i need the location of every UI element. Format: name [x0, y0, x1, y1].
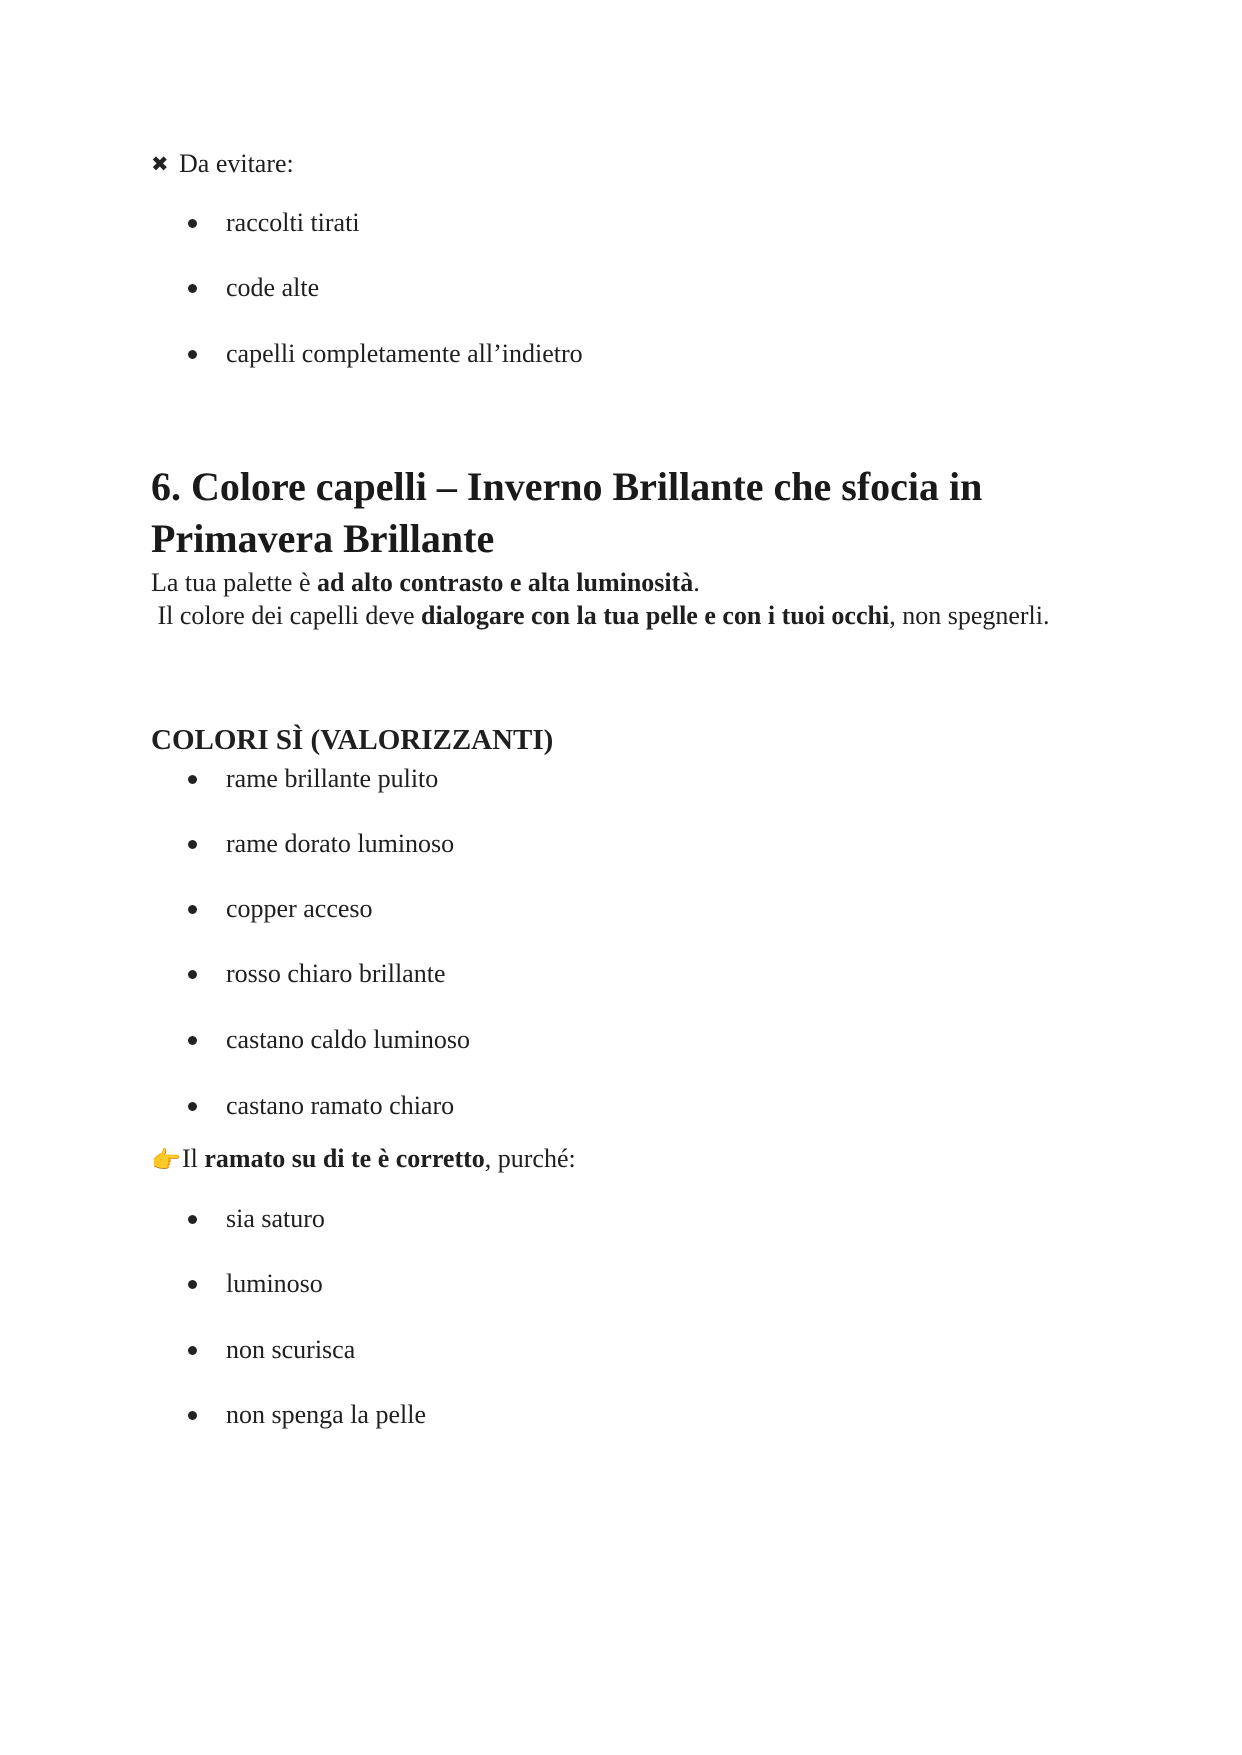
- bullet-icon: [188, 284, 197, 293]
- intro-punctuation: .: [693, 568, 700, 597]
- bullet-icon: [188, 840, 197, 849]
- yes-colors-heading: COLORI SÌ (VALORIZZANTI): [151, 724, 554, 757]
- bullet-icon: [188, 1215, 197, 1224]
- intro-emphasis: dialogare con la tua pelle e con i tuoi occhi: [420, 601, 890, 630]
- bullet-icon: [188, 1036, 197, 1045]
- bullet-icon: [188, 905, 197, 914]
- bullet-icon: [188, 775, 197, 784]
- bullet-icon: [188, 1102, 197, 1111]
- heavy-x-icon: ✖: [151, 152, 169, 176]
- document-page: ✖ Da evitare: raccolti tirati code alte capelli completamente all’indietro 6. Colore capelli – Inverno Brillante che sfocia in Primavera Brillante La tua palette è ad alto contrasto e alta luminosità. Il colore dei capelli deve dialogare con la tua pelle e con i tuoi occhi, non spegnerli. COLORI SÌ (VALORIZZANTI) rame brillante pulito rame dorato luminoso copper acceso rosso chiaro brillante castano caldo luminoso castano ramato chiaro 👉Il ramato su di te è corretto, purché: sia saturo luminoso non scurisca non spenga la pelle: [0, 0, 1242, 1755]
- bullet-icon: [188, 350, 197, 359]
- intro-text: , non spegnerli.: [889, 601, 1050, 630]
- intro-emphasis: ad alto contrasto e alta luminosità: [317, 568, 694, 597]
- bullet-icon: [188, 970, 197, 979]
- avoid-label: ✖ Da evitare:: [151, 147, 294, 182]
- bullet-icon: [188, 1280, 197, 1289]
- section-heading: 6. Colore capelli – Inverno Brillante che sfocia in Primavera Brillante: [151, 463, 983, 561]
- intro-text: Il colore dei capelli deve: [157, 601, 421, 630]
- bullet-icon: [188, 219, 197, 228]
- bullet-icon: [188, 1346, 197, 1355]
- pointing-hand-icon: 👉: [151, 1148, 181, 1174]
- bullet-icon: [188, 1411, 197, 1420]
- condition-statement: 👉Il ramato su di te è corretto, purché:: [151, 1142, 576, 1177]
- intro-text: La tua palette è: [151, 568, 318, 597]
- intro-paragraph: [151, 566, 1091, 632]
